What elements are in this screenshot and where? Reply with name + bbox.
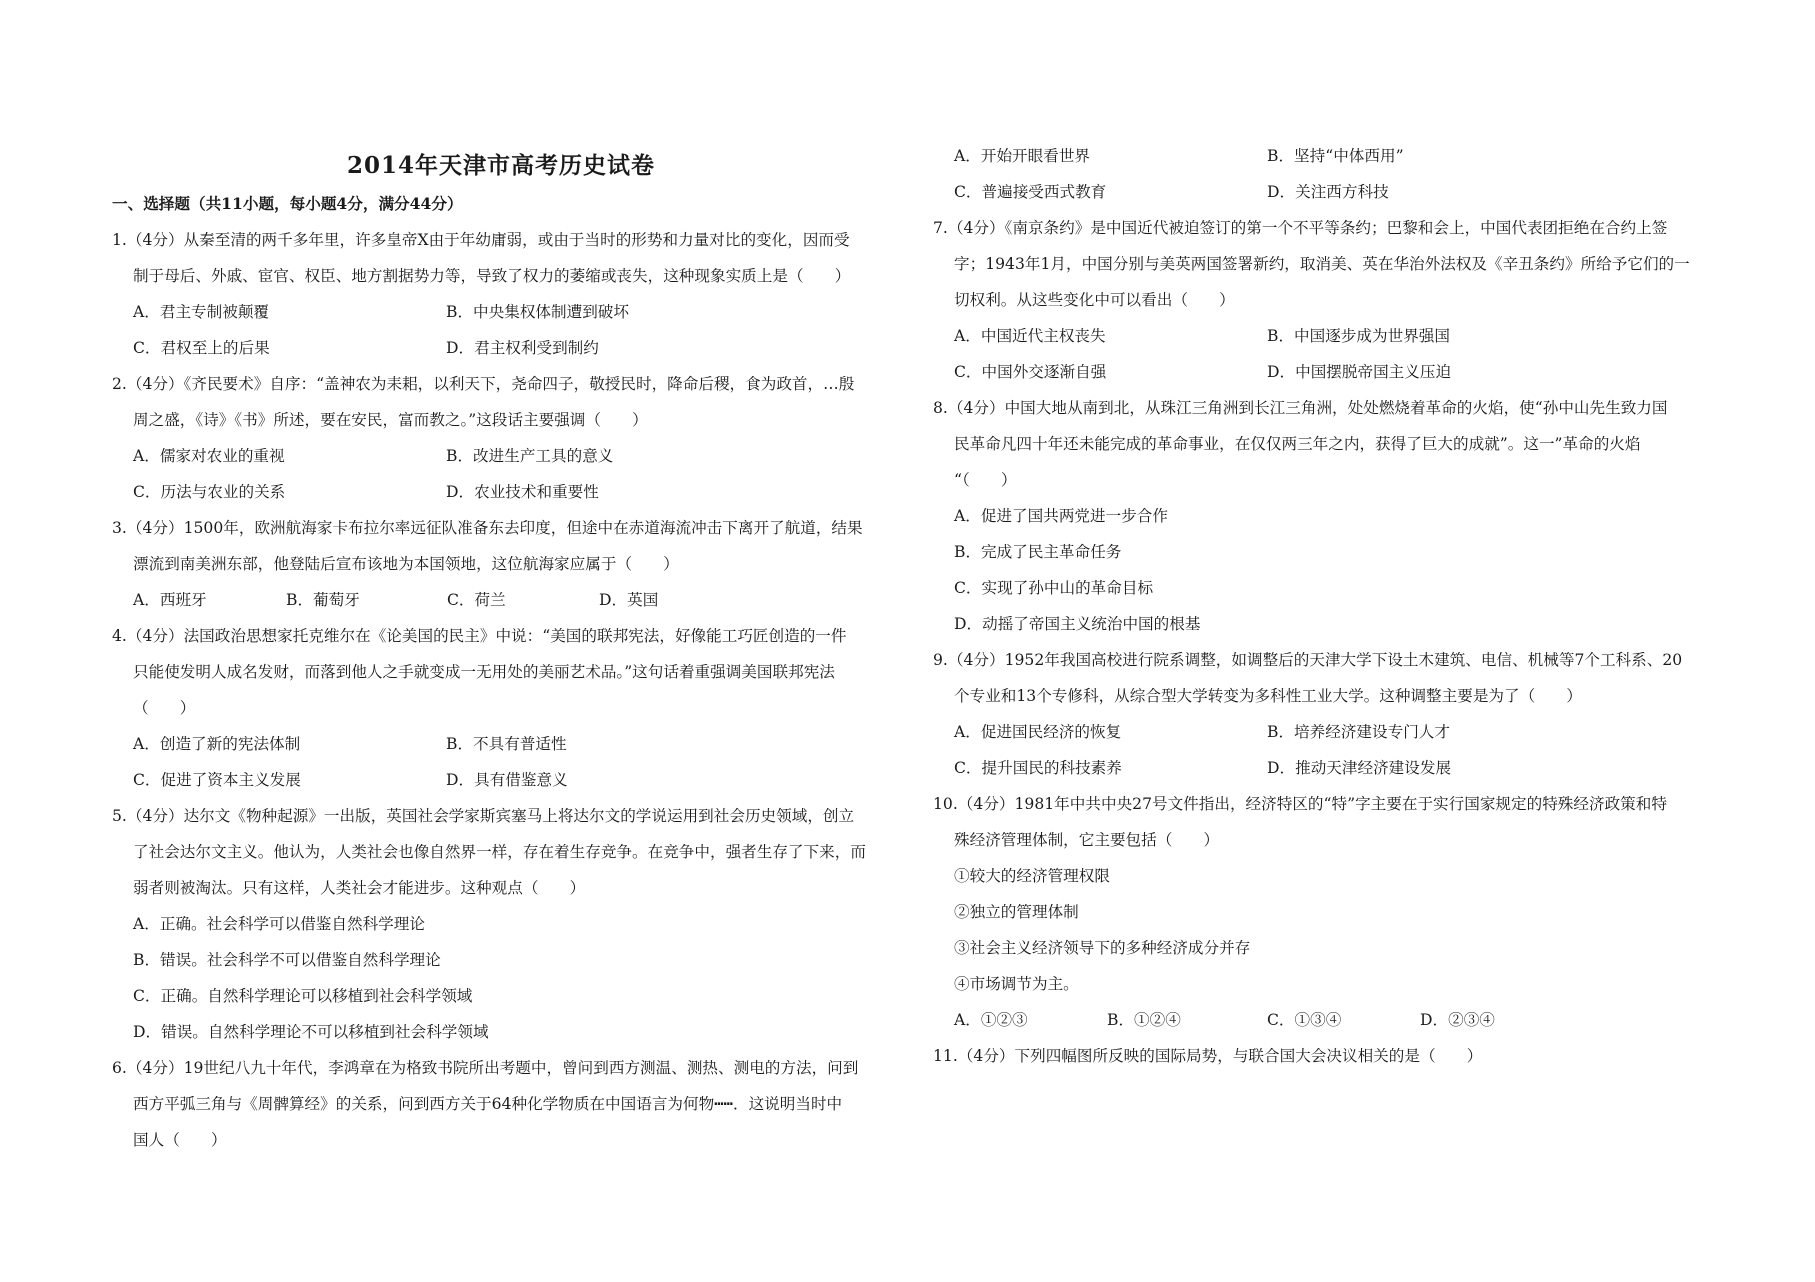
q5-line-1: 5.（4分）达尔文《物种起源》一出版，英国社会学家斯宾塞马上将达尔文的学说运用到社会历史领域，创立 bbox=[112, 807, 855, 825]
q4-option-c: C．促进了资本主义发展 bbox=[133, 771, 301, 789]
q1-option-d: D．君主权利受到制约 bbox=[446, 339, 599, 357]
q2-line-2: 周之盛，《诗》《书》所述，要在安民，富而教之。”这段话主要强调（ ） bbox=[133, 411, 648, 429]
q6-line-1: 6.（4分）19世纪八九十年代，李鸿章在为格致书院所出考题中，曾问到西方测温、测热、测电的方法，问到 bbox=[112, 1059, 859, 1077]
q11-line-1: 11.（4分）下列四幅图所反映的国际局势，与联合国大会决议相关的是（ ） bbox=[933, 1047, 1483, 1065]
q9-option-b: B．培养经济建设专门人才 bbox=[1267, 723, 1450, 741]
q8-option-c: C．实现了孙中山的革命目标 bbox=[954, 579, 1154, 597]
q9-line-2: 个专业和13个专修科，从综合型大学转变为多科性工业大学。这种调整主要是为了（ ） bbox=[954, 687, 1582, 705]
q5-line-3: 弱者则被淘汰。只有这样，人类社会才能进步。这种观点（ ） bbox=[133, 879, 586, 897]
q8-line-1: 8.（4分）中国大地从南到北，从珠江三角洲到长江三角洲，处处燃烧着革命的火焰，使“孙中山先生致力国 bbox=[933, 399, 1668, 417]
q1-option-b: B．中央集权体制遭到破坏 bbox=[446, 303, 629, 321]
q4-option-a: A．创造了新的宪法体制 bbox=[133, 735, 301, 753]
q10-statement-1: ①较大的经济管理权限 bbox=[954, 867, 1110, 885]
q3-line-1: 3.（4分）1500年，欧洲航海家卡布拉尔率远征队准备东去印度，但途中在赤道海流冲击下离开了航道，结果 bbox=[112, 519, 863, 537]
q7-option-d: D．中国摆脱帝国主义压迫 bbox=[1267, 363, 1452, 381]
q7-option-b: B．中国逐步成为世界强国 bbox=[1267, 327, 1450, 345]
q2-option-d: D．农业技术和重要性 bbox=[446, 483, 599, 501]
q7-option-a: A．中国近代主权丧失 bbox=[954, 327, 1106, 345]
q6-option-d: D．关注西方科技 bbox=[1267, 183, 1389, 201]
q10-option-a: A．①②③ bbox=[954, 1011, 1028, 1029]
q3-line-2: 漂流到南美洲东部，他登陆后宣布该地为本国领地，这位航海家应属于（ ） bbox=[133, 555, 679, 573]
q4-line-3: （ ） bbox=[133, 699, 196, 717]
q1-line-2: 制于母后、外戚、宦官、权臣、地方割据势力等，导致了权力的萎缩或丧失，这种现象实质上是（ ） bbox=[133, 267, 851, 285]
q10-statement-4: ④市场调节为主。 bbox=[954, 975, 1079, 993]
q6-option-c: C．普遍接受西式教育 bbox=[954, 183, 1107, 201]
q5-option-b: B．错误。社会科学不可以借鉴自然科学理论 bbox=[133, 951, 441, 969]
q6-line-2: 西方平弧三角与《周髀算经》的关系，问到西方关于64种化学物质在中国语言为何物┅┅．这说明当时中 bbox=[133, 1095, 843, 1113]
q8-option-d: D．动摇了帝国主义统治中国的根基 bbox=[954, 615, 1201, 633]
q10-line-2: 殊经济管理体制，它主要包括（ ） bbox=[954, 831, 1220, 849]
q1-line-1: 1.（4分）从秦至清的两千多年里，许多皇帝X由于年幼庸弱，或由于当时的形势和力量对比的变化，因而受 bbox=[112, 231, 850, 249]
q2-line-1: 2.（4分）《齐民要术》自序：“盖神农为耒耜，以利天下，尧命四子，敬授民时，降命后稷，食为政首，…殷 bbox=[112, 375, 855, 393]
q10-option-c: C．①③④ bbox=[1267, 1011, 1342, 1029]
q4-line-1: 4.（4分）法国政治思想家托克维尔在《论美国的民主》中说：“美国的联邦宪法，好像能工巧匠创造的一件 bbox=[112, 627, 847, 645]
q6-line-3: 国人（ ） bbox=[133, 1131, 227, 1149]
section-heading: 一、选择题（共11小题，每小题4分，满分44分） bbox=[112, 194, 463, 213]
q9-option-c: C．提升国民的科技素养 bbox=[954, 759, 1122, 777]
q1-option-a: A．君主专制被颠覆 bbox=[133, 303, 270, 321]
q6-option-b: B．坚持“中体西用” bbox=[1267, 147, 1404, 165]
q5-option-d: D．错误。自然科学理论不可以移植到社会科学领域 bbox=[133, 1023, 489, 1041]
q4-option-b: B．不具有普适性 bbox=[446, 735, 567, 753]
q2-option-c: C．历法与农业的关系 bbox=[133, 483, 286, 501]
q2-option-b: B．改进生产工具的意义 bbox=[446, 447, 614, 465]
q8-option-b: B．完成了民主革命任务 bbox=[954, 543, 1122, 561]
q2-option-a: A．儒家对农业的重视 bbox=[133, 447, 285, 465]
q3-option-a: A．西班牙 bbox=[133, 591, 207, 609]
q9-line-1: 9.（4分）1952年我国高校进行院系调整，如调整后的天津大学下设土木建筑、电信、机械等7个工科系、20 bbox=[933, 651, 1683, 669]
q3-option-c: C．荷兰 bbox=[447, 591, 506, 609]
q7-line-1: 7.（4分）《南京条约》是中国近代被迫签订的第一个不平等条约；巴黎和会上，中国代表团拒绝在合约上签 bbox=[933, 219, 1668, 237]
q7-option-c: C．中国外交逐渐自强 bbox=[954, 363, 1107, 381]
q10-statement-3: ③社会主义经济领导下的多种经济成分并存 bbox=[954, 939, 1251, 957]
q6-option-a: A．开始开眼看世界 bbox=[954, 147, 1091, 165]
q4-line-2: 只能使发明人成名发财，而落到他人之手就变成一无用处的美丽艺术品。”这句话着重强调美国联邦宪法 bbox=[133, 663, 835, 681]
q8-line-3: “（ ） bbox=[954, 471, 1017, 489]
q10-option-d: D．②③④ bbox=[1420, 1011, 1495, 1029]
q3-option-b: B．葡萄牙 bbox=[286, 591, 360, 609]
q8-line-2: 民革命凡四十年还未能完成的革命事业，在仅仅两三年之内，获得了巨大的成就”。这一”革命的火焰 bbox=[954, 435, 1641, 453]
q8-option-a: A．促进了国共两党进一步合作 bbox=[954, 507, 1168, 525]
q10-option-b: B．①②④ bbox=[1107, 1011, 1181, 1029]
q4-option-d: D．具有借鉴意义 bbox=[446, 771, 568, 789]
q10-statement-2: ②独立的管理体制 bbox=[954, 903, 1079, 921]
q5-line-2: 了社会达尔文主义。他认为，人类社会也像自然界一样，存在着生存竞争。在竞争中，强者生存了下来，而 bbox=[133, 843, 866, 861]
q3-option-d: D．英国 bbox=[599, 591, 659, 609]
q7-line-3: 切权利。从这些变化中可以看出（ ） bbox=[954, 291, 1235, 309]
q10-line-1: 10.（4分）1981年中共中央27号文件指出，经济特区的“特”字主要在于实行国家规定的特殊经济政策和特 bbox=[933, 795, 1667, 813]
q9-option-d: D．推动天津经济建设发展 bbox=[1267, 759, 1452, 777]
q7-line-2: 字；1943年1月，中国分别与美英两国签署新约，取消美、英在华治外法权及《辛丑条约》所给予它们的一 bbox=[954, 255, 1690, 273]
q5-option-c: C．正确。自然科学理论可以移植到社会科学领域 bbox=[133, 987, 473, 1005]
q5-option-a: A．正确。社会科学可以借鉴自然科学理论 bbox=[133, 915, 425, 933]
q9-option-a: A．促进国民经济的恢复 bbox=[954, 723, 1122, 741]
q1-option-c: C．君权至上的后果 bbox=[133, 339, 270, 357]
page-title: 2014年天津市高考历史试卷 bbox=[346, 152, 655, 179]
